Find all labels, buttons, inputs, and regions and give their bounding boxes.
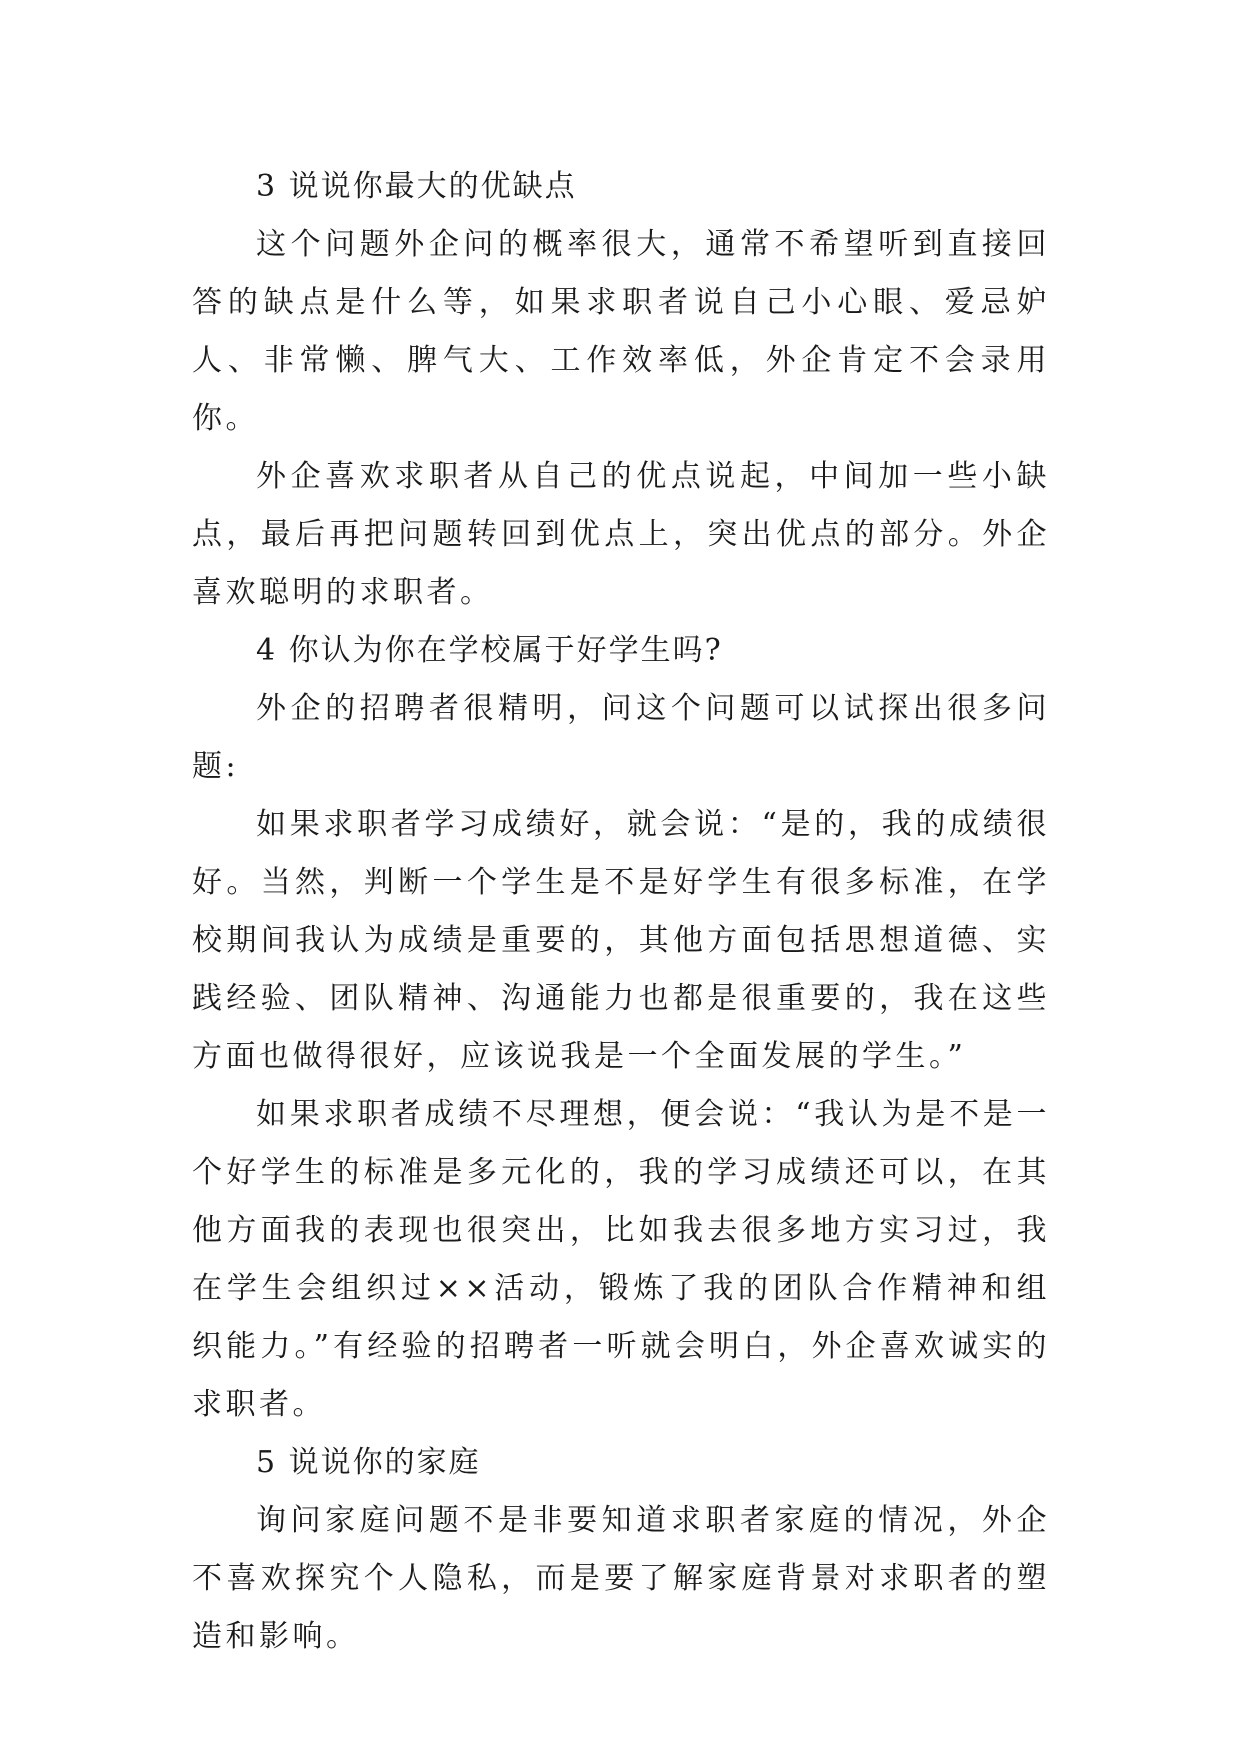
paragraph: 这个问题外企问的概率很大，通常不希望听到直接回答的缺点是什么等，如果求职者说自己小心眼、爱忌妒人、非常懒、脾气大、工作效率低，外企肯定不会录用你。 — [192, 227, 1050, 436]
document-body — [192, 158, 1050, 1666]
section-heading: 4 你认为你在学校属于好学生吗? — [256, 633, 723, 668]
paragraph: 如果求职者学习成绩好，就会说：“是的，我的成绩很好。当然，判断一个学生是不是好学生有很多标准，在学校期间我认为成绩是重要的，其他方面包括思想道德、实践经验、团队精神、沟通能力也都是很重要的，我在这些方面也做得很好，应该说我是一个全面发展的学生。” — [192, 807, 1050, 1074]
paragraph: 外企喜欢求职者从自己的优点说起，中间加一些小缺点，最后再把问题转回到优点上，突出优点的部分。外企喜欢聪明的求职者。 — [192, 459, 1050, 610]
paragraph: 如果求职者成绩不尽理想，便会说：“我认为是不是一个好学生的标准是多元化的，我的学习成绩还可以，在其他方面我的表现也很突出，比如我去很多地方实习过，我在学生会组织过××活动，锻炼了我的团队合作精神和组织能力。”有经验的招聘者一听就会明白，外企喜欢诚实的求职者。 — [192, 1097, 1050, 1422]
section-heading: 5 说说你的家庭 — [256, 1445, 481, 1480]
paragraph: 外企的招聘者很精明，问这个问题可以试探出很多问题: — [192, 691, 1050, 784]
paragraph: 询问家庭问题不是非要知道求职者家庭的情况，外企不喜欢探究个人隐私，而是要了解家庭背景对求职者的塑造和影响。 — [192, 1503, 1050, 1654]
section-heading: 3 说说你最大的优缺点 — [256, 169, 577, 204]
